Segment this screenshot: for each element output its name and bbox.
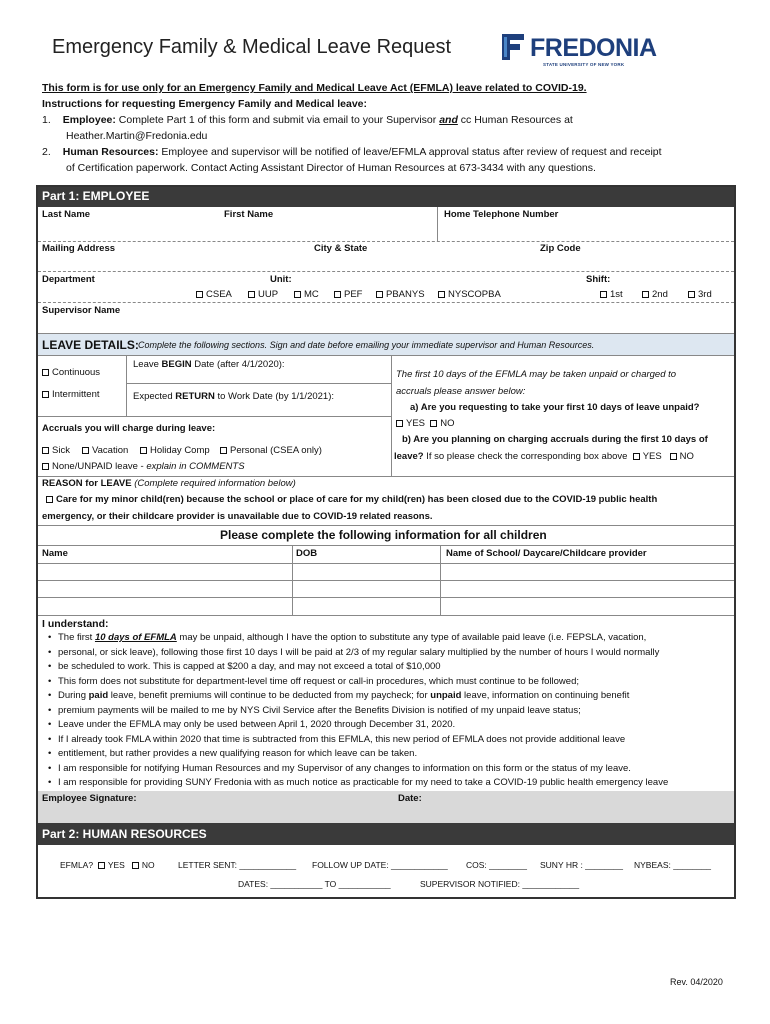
accrual-option-personal[interactable] — [220, 445, 322, 456]
question-b-line-2: leave? If so please check the corresponding box above YES NO — [394, 451, 694, 462]
checkbox[interactable] — [140, 447, 147, 454]
divider — [38, 271, 734, 272]
item-number: 2. — [42, 146, 51, 158]
yes-label: YES — [406, 418, 426, 429]
table-row — [38, 580, 734, 581]
efmla-note-1: The first 10 days of the EFMLA may be taken unpaid or charged to — [396, 369, 677, 380]
checkbox[interactable] — [688, 291, 695, 298]
intro-line-2: Instructions for requesting Emergency Family and Medical leave: — [42, 98, 368, 110]
revision-date: Rev. 04/2020 — [670, 977, 723, 987]
fredonia-logo-icon — [500, 32, 526, 62]
unit-option-pbanys[interactable] — [376, 289, 425, 300]
divider — [38, 416, 391, 417]
yes-checkbox[interactable] — [98, 862, 105, 869]
part1-header: Part 1: EMPLOYEE — [38, 187, 734, 207]
list-item: • If I already took FMLA within 2020 that time is subtracted from this EFMLA, this new period of EFMLA does not provide additional leave — [44, 733, 668, 748]
no-checkbox[interactable] — [132, 862, 139, 869]
reason-title: REASON for LEAVE (Complete required information below) — [42, 478, 296, 489]
shift-option-1st[interactable] — [600, 289, 623, 300]
table-row — [38, 563, 734, 564]
option-label: Sick — [52, 445, 70, 456]
reason-care-option[interactable] — [46, 494, 657, 505]
checkbox[interactable] — [42, 463, 49, 470]
understand-title: I understand: — [42, 618, 109, 630]
item-text: Complete Part 1 of this form and submit via email to your Supervisor — [115, 114, 440, 126]
checkbox[interactable] — [294, 291, 301, 298]
list-item: • I am responsible for providing SUNY Fredonia with as much notice as practicable for my need to take a COVID-19 public health emergency leave — [44, 776, 668, 791]
reason-text: Care for my minor child(ren) because the school or place of care for my child(ren) has been closed due to the COVID-19 public health — [56, 494, 658, 505]
option-label: MC — [304, 289, 319, 300]
first-name-label: First Name — [224, 209, 274, 220]
option-label: PEF — [344, 289, 363, 300]
follow-up-field[interactable]: FOLLOW UP DATE: ____________ — [312, 860, 448, 870]
list-item-cont: • premium payments will be mailed to me by NYS Civil Service after the Benefits Division is notified of my unpaid leave status; — [44, 704, 668, 719]
table-row — [38, 615, 734, 616]
checkbox[interactable] — [42, 447, 49, 454]
item-label: Human Resources: — [62, 146, 159, 158]
checkbox[interactable] — [334, 291, 341, 298]
intro-line-1: This form is for use only for an Emergency Family and Medical Leave Act (EFMLA) leave related to COVID-19. — [42, 82, 587, 94]
unit-option-uup[interactable] — [248, 289, 278, 300]
divider — [38, 545, 734, 546]
option-label: Holiday Comp — [150, 445, 210, 456]
intro-item-1 — [42, 112, 573, 128]
divider — [126, 356, 127, 416]
yes-checkbox[interactable] — [396, 420, 403, 427]
none-unpaid-option[interactable] — [42, 461, 245, 472]
checkbox[interactable] — [196, 291, 203, 298]
supervisor-label: Supervisor Name — [42, 305, 121, 316]
checkbox[interactable] — [438, 291, 445, 298]
accruals-label: Accruals you will charge during leave: — [42, 423, 216, 434]
divider — [391, 356, 392, 476]
option-label: 2nd — [652, 289, 668, 300]
option-label: Intermittent — [52, 389, 100, 400]
children-title: Please complete the following information for all children — [220, 528, 547, 542]
shift-option-2nd[interactable] — [642, 289, 668, 300]
option-label: Continuous — [52, 367, 101, 378]
mailing-address-label: Mailing Address — [42, 243, 116, 254]
divider — [437, 207, 438, 241]
option-label: 1st — [610, 289, 623, 300]
last-name-label: Last Name — [42, 209, 91, 220]
page-title: Emergency Family & Medical Leave Request — [52, 36, 452, 58]
col-school: Name of School/ Daycare/Childcare provider — [446, 548, 647, 559]
option-label: 3rd — [698, 289, 712, 300]
begin-date-label: Leave BEGIN Date (after 4/1/2020): — [133, 359, 285, 370]
option-label: Vacation — [92, 445, 129, 456]
checkbox[interactable] — [376, 291, 383, 298]
accrual-option-vacation[interactable] — [82, 445, 128, 456]
return-date-label: Expected RETURN to Work Date (by 1/1/2021): — [133, 391, 335, 402]
col-dob: DOB — [296, 548, 318, 559]
part2-header: Part 2: HUMAN RESOURCES — [38, 823, 734, 845]
city-state-label: City & State — [314, 243, 368, 254]
efmla-approval[interactable]: EFMLA? YES NO — [60, 860, 155, 870]
list-item: • This form does not substitute for department-level time off request or call-in procedures, which must continue to be followed; — [44, 675, 668, 690]
fredonia-logo — [500, 32, 670, 70]
item-number: 1. — [42, 114, 51, 126]
shift-option-3rd[interactable] — [688, 289, 712, 300]
checkbox[interactable] — [82, 447, 89, 454]
checkbox[interactable] — [248, 291, 255, 298]
checkbox[interactable] — [46, 496, 53, 503]
zip-label: Zip Code — [540, 243, 581, 254]
department-label: Department — [42, 274, 95, 285]
divider — [38, 525, 734, 526]
intro-item-2-cont: of Certification paperwork. Contact Acting Assistant Director of Human Resources at 673-3434 with any questions. — [66, 162, 596, 174]
option-label: UUP — [258, 289, 279, 300]
logo-name: FREDONIA — [530, 34, 657, 62]
question-a: a) Are you requesting to take your first 10 days of leave unpaid? — [410, 402, 700, 413]
checkbox[interactable] — [220, 447, 227, 454]
leave-details-title: LEAVE DETAILS: — [42, 338, 139, 352]
list-item-cont: • personal, or sick leave), following those first 10 days I will be paid at 2/3 of my regular salary multiplied by the number of hours I would normally — [44, 646, 668, 661]
option-label: None/UNPAID leave - — [52, 461, 147, 472]
option-label: CSEA — [206, 289, 232, 300]
supervisor-notified-field[interactable]: SUPERVISOR NOTIFIED: ____________ — [420, 879, 580, 889]
option-label: PBANYS — [386, 289, 425, 300]
question-a-answers[interactable] — [396, 418, 455, 429]
form-box — [36, 185, 736, 899]
signature-row[interactable] — [38, 791, 734, 823]
checkbox[interactable] — [42, 391, 49, 398]
item-label: Employee: — [62, 114, 116, 126]
divider — [126, 383, 391, 384]
item-and: and — [439, 114, 458, 126]
cos-field[interactable]: COS: ________ — [466, 860, 527, 870]
list-item-cont: • be scheduled to work. This is capped at $200 a day, and may not exceed a total of $10,000 — [44, 660, 668, 675]
hr-email: Heather.Martin@Fredonia.edu — [66, 130, 208, 142]
letter-sent-field[interactable]: LETTER SENT: ____________ — [178, 860, 297, 870]
continuous-option[interactable] — [42, 367, 100, 378]
divider — [38, 241, 734, 242]
signature-label: Employee Signature: — [42, 793, 137, 804]
understand-list — [44, 631, 668, 791]
reason-care-cont: emergency, or their childcare provider is unavailable due to COVID-19 related reasons. — [42, 511, 433, 522]
divider — [38, 302, 734, 303]
leave-details-subtitle: Complete the following sections. Sign and date before emailing your immediate supervisor and Human Resources. — [138, 340, 595, 350]
option-label: NYSCOPBA — [448, 289, 501, 300]
question-b: b) Are you planning on charging accruals during the first 10 days of — [402, 434, 708, 445]
checkbox[interactable] — [642, 291, 649, 298]
accrual-option-holiday-comp[interactable] — [140, 445, 210, 456]
date-label: Date: — [398, 793, 422, 804]
table-row — [38, 597, 734, 598]
home-phone-label: Home Telephone Number — [444, 209, 559, 220]
col-name: Name — [42, 548, 68, 559]
item-text: Employee and supervisor will be notified of leave/EFMLA approval status after review of request and receipt — [158, 146, 662, 158]
unit-option-mc[interactable] — [294, 289, 319, 300]
intro-item-2 — [42, 144, 662, 160]
no-label: NO — [440, 418, 455, 429]
logo-subtitle: STATE UNIVERSITY OF NEW YORK — [543, 62, 625, 67]
checkbox[interactable] — [42, 369, 49, 376]
unit-option-csea[interactable] — [196, 289, 232, 300]
nybeas-field[interactable]: NYBEAS: ________ — [634, 860, 712, 870]
shift-label: Shift: — [586, 274, 611, 285]
checkbox[interactable] — [600, 291, 607, 298]
list-item: • Leave under the EFMLA may only be used between April 1, 2020 through December 31, 2020. — [44, 718, 668, 733]
unit-option-pef[interactable] — [334, 289, 362, 300]
no-checkbox[interactable] — [430, 420, 437, 427]
list-item: • During paid leave, benefit premiums will continue to be deducted from my paycheck; for unpaid leave, information on continuing benefit — [44, 689, 668, 704]
suny-hr-field[interactable]: SUNY HR : ________ — [540, 860, 624, 870]
intermittent-option[interactable] — [42, 389, 100, 400]
no-checkbox[interactable] — [670, 453, 677, 460]
list-item: • The first 10 days of EFMLA may be unpaid, although I have the option to substitute any type of available paid leave (i.e. FEPSLA, vacation, — [44, 631, 668, 646]
item-text: cc Human Resources at — [457, 114, 573, 126]
list-item: • I am responsible for notifying Human Resources and my Supervisor of any changes to information on this form or the status of my leave. — [44, 762, 668, 777]
list-item-cont: • entitlement, but rather provides a new qualifying reason for which leave can be taken. — [44, 747, 668, 762]
unit-label: Unit: — [270, 274, 292, 285]
efmla-note-2: accruals please answer below: — [396, 386, 526, 397]
option-label-explain: explain in COMMENTS — [146, 461, 245, 472]
option-label: Personal (CSEA only) — [230, 445, 322, 456]
unit-option-nyscopba[interactable] — [438, 289, 501, 300]
accrual-option-sick[interactable] — [42, 445, 70, 456]
leave-details-header — [38, 333, 734, 356]
divider — [38, 476, 734, 477]
dates-field[interactable]: DATES: ___________ TO ___________ — [238, 879, 391, 889]
yes-checkbox[interactable] — [633, 453, 640, 460]
